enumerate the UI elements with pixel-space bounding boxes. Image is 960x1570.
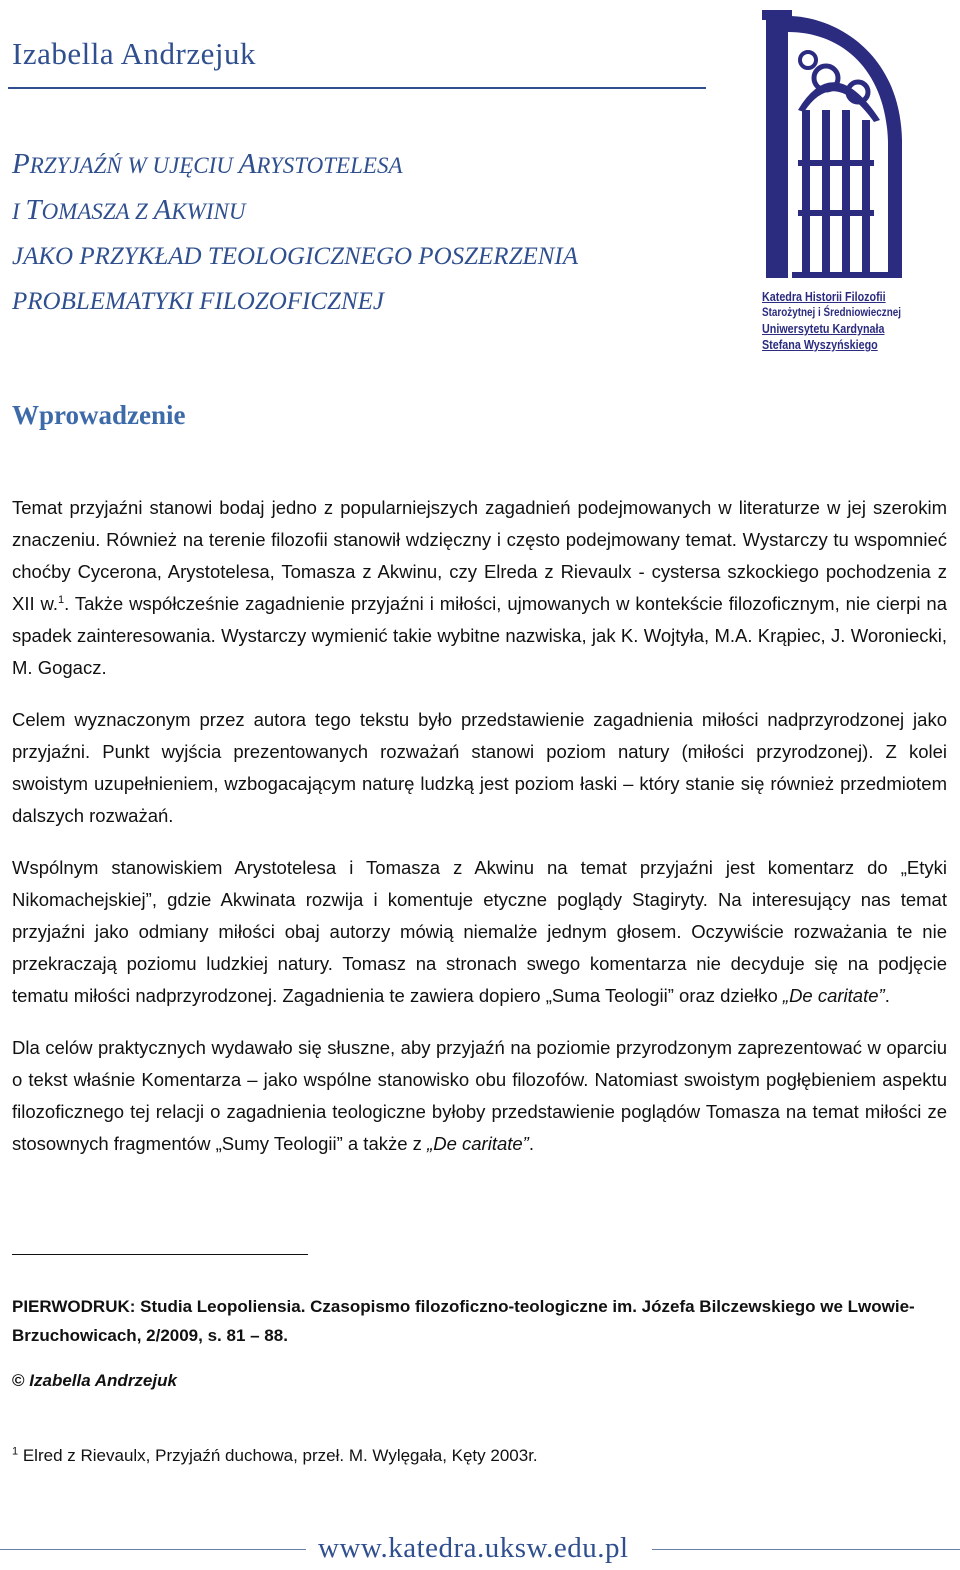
- title-initial: P: [12, 148, 30, 180]
- body-text: [12, 492, 947, 1180]
- footer-line-right: [652, 1549, 960, 1550]
- footnote-text: Elred z Rievaulx, Przyjaźń duchowa, przeł. M. Wylęgała, Kęty 2003r.: [18, 1446, 538, 1465]
- paragraph-text: .: [528, 1133, 534, 1154]
- title-line-3: JAKO PRZYKŁAD TEOLOGICZNEGO POSZERZENIA: [12, 243, 579, 270]
- source-note: PIERWODRUK: Studia Leopoliensia. Czasopismo filozoficzno-teologiczne im. Józefa Bilczewskiego we Lwowie-Brzuchowicach, 2/2009, s. 81 – 88.: [12, 1297, 915, 1345]
- paragraph-text: . Także współcześnie zagadnienie przyjaźni i miłości, ujmowanych w kontekście filozoficznym, nie cierpi na spadek zainteresowania. Wystarczy wymienić takie wybitne nazwiska, jak K. Wojtyła, M.A. Krąpiec, J. Woroniecki, M. Gogacz.: [12, 593, 947, 678]
- paragraph-text: .: [884, 985, 890, 1006]
- footnote-separator: [12, 1254, 308, 1255]
- department-logo: [762, 10, 912, 352]
- paragraph-text: Dla celów praktycznych wydawało się słuszne, aby przyjaźń na poziomie przyrodzonym zaprezentować w oparciu o tekst właśnie Komentarza – jako wspólne stanowisko obu filozofów. Natomiast swoistym pogłębieniem aspektu filozoficznego tej relacji o zagadnienia teologiczne byłoby przedstawienie poglądów Tomasza na temat miłości ze stosownych fragmentów „Sumy Teologii” a także z: [12, 1037, 947, 1154]
- paragraph-4: [12, 1032, 947, 1160]
- title-line-1: [12, 142, 578, 188]
- paragraph-2: Celem wyznaczonym przez autora tego tekstu było przedstawienie zagadnienia miłości nadprzyrodzonej jako przyjaźni. Punkt wyjścia prezentowanych rozważań stanowi poziom natury (miłości przyrodzonej). Z kolei swoistym uzupełnieniem, wzbogacającym naturę ludzką jest poziom łaski – który stanie się również przedmiotem dalszych rozważań.: [12, 709, 947, 826]
- logo-line-4: Stefana Wyszyńskiego: [762, 338, 878, 352]
- footer-url[interactable]: www.katedra.uksw.edu.pl: [318, 1532, 629, 1564]
- logo-line-3: Uniwersytetu Kardynała: [762, 322, 885, 336]
- paragraph-text: Temat przyjaźni stanowi bodaj jedno z popularniejszych zagadnień podejmowanych w literaturze w jej szerokim znaczeniu. Również na terenie filozofii stanowił wdzięczny i często podejmowany temat. Wystarczy tu wspomnieć choćby Cycerona, Arystotelesa, Tomasza z Akwinu, czy Elreda z Rievaulx - cystersa szkockiego pochodzenia z XII w.: [12, 497, 947, 614]
- logo-text: [762, 289, 902, 353]
- title-text: KWINU: [171, 199, 246, 224]
- title-text: RYSTOTELESA: [256, 153, 403, 178]
- italic-title: „De caritate”: [427, 1133, 529, 1154]
- author-underline: [8, 87, 706, 89]
- gothic-window-icon: [762, 10, 912, 280]
- italic-title: „De caritate”: [782, 985, 885, 1006]
- title-text: RZYJAŹŃ W UJĘCIU: [29, 153, 239, 178]
- paragraph-text: Wspólnym stanowiskiem Arystotelesa i Tomasza z Akwinu na temat przyjaźni jest komentarz do „Etyki Nikomachejskiej”, gdzie Akwinata rozwija i komentuje etyczne poglądy Stagiryty. Na interesujący nas temat przyjaźni jako odmiany miłości obaj autorzy mówią niemalże jednym głosem. Oczywiście rozważania te nie przekraczają poziomu ludzkiej natury. Tomasz na stronach swego komentarza nie decyduje się na podjęcie tematu miłości nadprzyrodzonej. Zagadnienia te zawiera dopiero „Suma Teologii” oraz dziełko: [12, 857, 947, 1006]
- title-text: I: [12, 199, 26, 224]
- footnote: [12, 1446, 538, 1466]
- article-title: [12, 142, 578, 324]
- title-line-4: PROBLEMATYKI FILOZOFICZNEJ: [12, 288, 384, 315]
- paragraph-1: [12, 492, 947, 684]
- footer-line-left: [0, 1549, 306, 1550]
- logo-line-2: Starożytnej i Średniowiecznej: [762, 307, 902, 319]
- title-text: OMASZA Z: [41, 199, 154, 224]
- section-heading: Wprowadzenie: [12, 400, 186, 430]
- title-initial: A: [153, 194, 172, 226]
- title-line-2: [12, 188, 578, 234]
- copyright-line: [12, 1371, 177, 1391]
- title-initial: A: [238, 148, 257, 180]
- footnote-number: 1: [12, 1445, 19, 1458]
- logo-line-1: Katedra Historii Filozofii: [762, 290, 886, 304]
- copyright-name: Izabella Andrzejuk: [29, 1371, 177, 1390]
- footnote-reference[interactable]: 1: [58, 593, 65, 606]
- paragraph-3: [12, 852, 947, 1012]
- copyright-icon: ©: [12, 1371, 25, 1390]
- title-initial: T: [25, 194, 42, 226]
- author-name: Izabella Andrzejuk: [12, 36, 256, 71]
